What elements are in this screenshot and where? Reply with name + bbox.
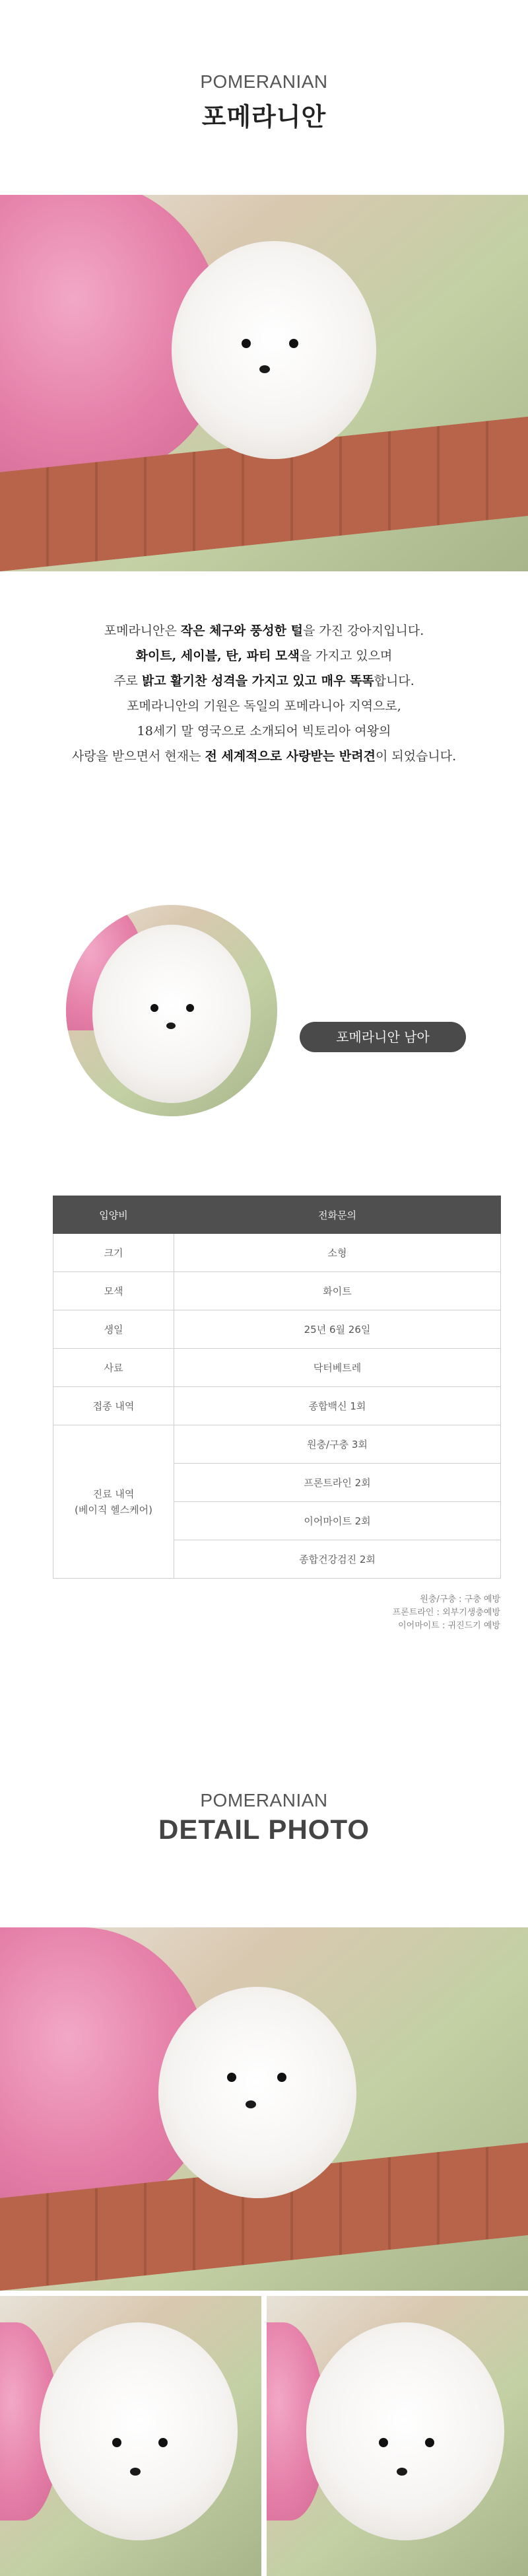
profile-photo xyxy=(66,905,277,1116)
treatment-label-cell: 진료 내역 (베이직 헬스케어) xyxy=(53,1425,174,1579)
table-row: 생일 25년 6월 26일 xyxy=(53,1310,501,1349)
adoption-fee-header: 입양비 xyxy=(53,1196,174,1234)
detail-photo-right xyxy=(267,2296,528,2576)
notes: 원충/구충 : 구충 예방 프론트라인 : 외부기생충예방 이어마이트 : 귀진드기 예방 xyxy=(392,1594,500,1631)
detail-photo-main xyxy=(0,1927,528,2291)
table-row: 크기 소형 xyxy=(53,1234,501,1272)
table-row: 접종 내역 종합백신 1회 xyxy=(53,1387,501,1425)
detail-title-en: POMERANIAN xyxy=(200,1790,328,1810)
table-row: 프론트라인 2회 xyxy=(53,1464,501,1502)
header-title-en: POMERANIAN xyxy=(200,71,328,92)
table-row: 모색 화이트 xyxy=(53,1272,501,1310)
hero-photo xyxy=(0,195,528,571)
phone-inquiry-header: 전화문의 xyxy=(174,1196,501,1234)
breed-description: 포메라니안은 작은 체구와 풍성한 털을 가진 강아지입니다. 화이트, 세이블, 탄, 파티 모색을 가지고 있으며 주로 밝고 활기찬 성격을 가지고 있고 매우 똑똑합니다. 포메라니안의 기원은 독일의 포메라니아 지역으로, 18세기 말 영국으로 소개되어 빅토리아 여왕의 사랑을 받으면서 현재는 전 세계적으로 사랑받는 반려견이 되었습니다. xyxy=(71,624,457,764)
table-row: 사료 닥터베트레 xyxy=(53,1349,501,1387)
detail-photo-left xyxy=(0,2296,261,2576)
table-row: 진료 내역 (베이직 헬스케어) 원충/구충 3회 xyxy=(53,1425,501,1464)
table-header-row xyxy=(53,1196,501,1234)
header-title-ko: 포메라니안 xyxy=(201,102,327,131)
breed-gender-badge: 포메라니안 남아 xyxy=(300,1022,466,1052)
table-row: 이어마이트 2회 xyxy=(53,1502,501,1540)
info-table xyxy=(53,1196,501,1579)
table-row: 종합건강검진 2회 xyxy=(53,1540,501,1579)
detail-title: DETAIL PHOTO xyxy=(158,1814,370,1845)
